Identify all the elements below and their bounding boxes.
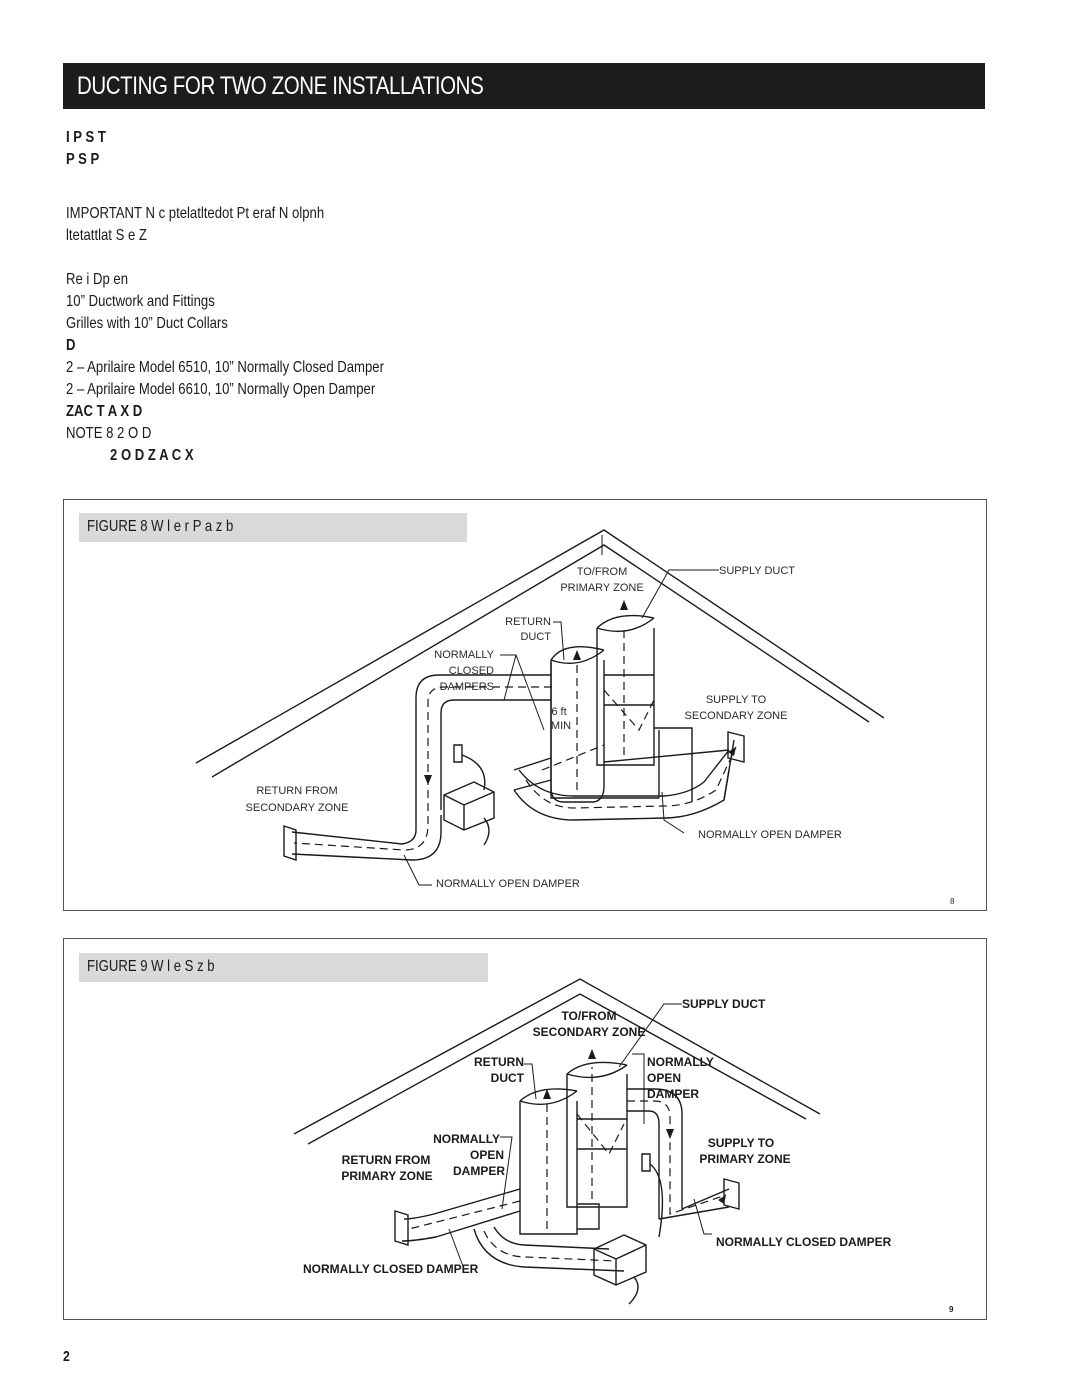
label-duct: DUCT (490, 1071, 524, 1085)
label-damper-top: DAMPER (647, 1087, 700, 1101)
label-secondary-zone: SECONDARY ZONE (684, 710, 788, 722)
ceiling-corner-inner (308, 994, 806, 1144)
left-grille (395, 1211, 408, 1245)
label-return-from: RETURN FROM (256, 785, 338, 797)
figure-8-box (63, 499, 987, 911)
label-primary-zone: PRIMARY ZONE (560, 582, 644, 594)
figure-8-mark: 8 (950, 897, 955, 906)
label-min: MIN (550, 720, 572, 732)
page-number: 2 (63, 1348, 70, 1365)
figure-9-diagram (64, 939, 986, 1319)
right-loop-duct (627, 1089, 682, 1209)
damper-control-box (594, 1235, 646, 1285)
label-supply-duct: SUPPLY DUCT (719, 565, 796, 577)
label-supply-to: SUPPLY TO (707, 1136, 775, 1150)
section-title-bar (63, 63, 985, 109)
label-to-from: TO/FROM (576, 566, 628, 578)
label-damper-left: DAMPER (452, 1164, 505, 1178)
right-grille (724, 1179, 739, 1209)
damper-item: 2 – Aprilaire Model 6510, 10” Normally Closed Damper (66, 359, 384, 376)
label-return-from: RETURN FROM (341, 1153, 431, 1167)
label-normally-open-damper-bottom: NORMALLY OPEN DAMPER (436, 878, 580, 890)
intro-heading-line2: P S P (66, 151, 100, 168)
figure-9-caption: FIGURE 9 W l e S z b (87, 958, 215, 975)
label-open-top: OPEN (647, 1071, 682, 1085)
intro-heading-line1: I P S T (66, 129, 106, 146)
label-to-from: TO/FROM (561, 1009, 617, 1023)
label-return: RETURN (505, 616, 551, 628)
label-normally-top: NORMALLY (647, 1055, 714, 1069)
important-note-line1: IMPORTANT N c ptelatltedot Pt eraf N olpnh (66, 205, 325, 222)
note-line1: NOTE 8 2 O D (66, 425, 152, 442)
label-duct: DUCT (520, 631, 551, 643)
supply-duct-vertical (567, 1074, 627, 1207)
note-line2: 2 O D Z A C X (110, 447, 194, 464)
label-primary-zone: PRIMARY ZONE (699, 1152, 791, 1166)
figure-9-box (63, 938, 987, 1320)
label-normally-open-damper-right: NORMALLY OPEN DAMPER (698, 829, 842, 841)
important-note-line2: ltetattlat S e Z (66, 227, 147, 244)
supply-duct-vertical (597, 628, 654, 765)
dampers-label: D (66, 337, 76, 354)
required-item: 10” Ductwork and Fittings (66, 293, 215, 310)
label-primary-zone-return: PRIMARY ZONE (341, 1169, 433, 1183)
damper-item: 2 – Aprilaire Model 6610, 10” Normally Open Damper (66, 381, 376, 398)
label-supply-duct: SUPPLY DUCT (682, 997, 766, 1011)
accessory-line: ZAC T A X D (66, 403, 143, 420)
required-item: Grilles with 10” Duct Collars (66, 315, 228, 332)
ceiling-corner-inner (212, 545, 869, 777)
label-normally: NORMALLY (434, 649, 494, 661)
label-6ft: 6 ft (551, 706, 567, 718)
label-open-left: OPEN (469, 1148, 504, 1162)
label-normally-closed-damper-right: NORMALLY CLOSED DAMPER (716, 1235, 892, 1249)
label-normally-closed-damper-bottom: NORMALLY CLOSED DAMPER (303, 1262, 479, 1276)
figure-8-caption: FIGURE 8 W l e r P a z b (87, 518, 234, 535)
label-secondary-zone: SECONDARY ZONE (532, 1025, 646, 1039)
return-duct-vertical (520, 1101, 577, 1234)
label-secondary-zone-return: SECONDARY ZONE (245, 802, 349, 814)
figure-8-diagram (64, 500, 986, 910)
label-normally-left: NORMALLY (433, 1132, 500, 1146)
required-components-label: Re i Dp en (66, 271, 128, 288)
label-closed: CLOSED (448, 665, 494, 677)
figure-9-mark: 9 (949, 1305, 954, 1314)
label-supply-to: SUPPLY TO (705, 694, 767, 706)
section-title: DUCTING FOR TWO ZONE INSTALLATIONS (77, 72, 484, 100)
label-dampers: DAMPERS (439, 681, 494, 693)
label-return: RETURN (474, 1055, 524, 1069)
